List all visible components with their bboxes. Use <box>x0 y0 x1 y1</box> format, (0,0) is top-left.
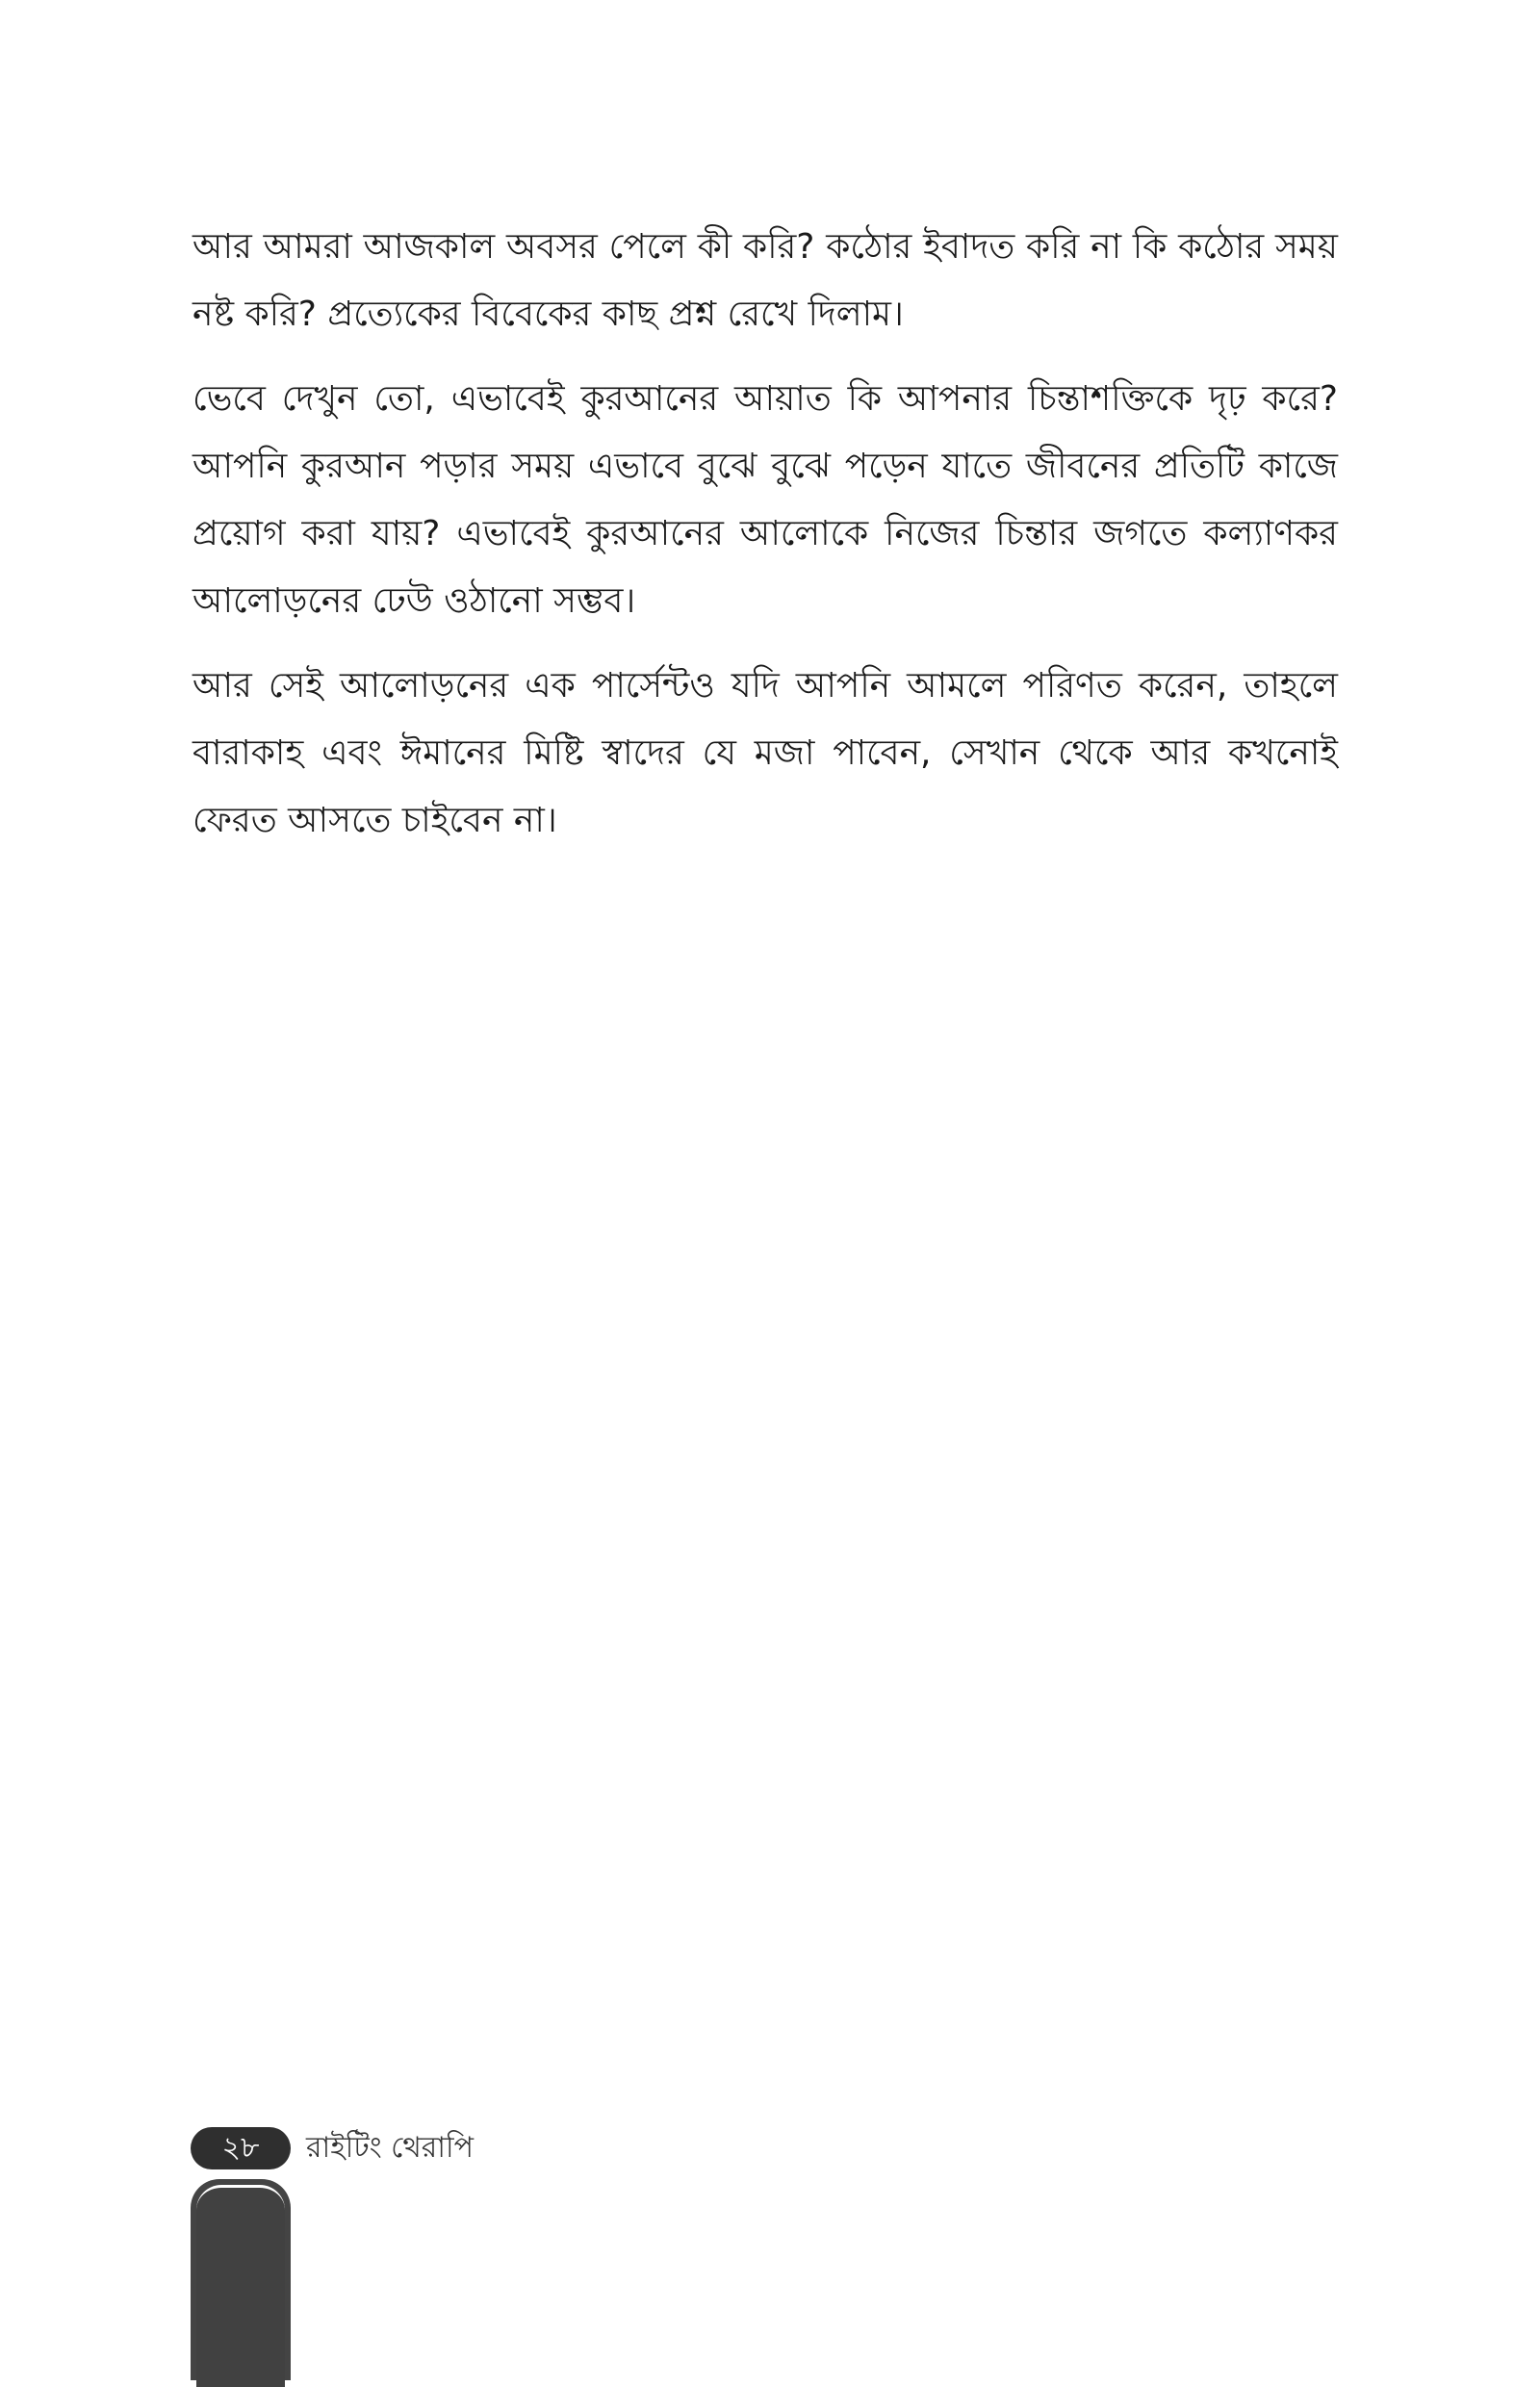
page-tab-bar <box>191 2179 291 2380</box>
page-tab-bar-inner <box>196 2185 285 2387</box>
page-tab <box>191 2125 291 2380</box>
page-number: ২৮ <box>191 2127 291 2169</box>
page-footer <box>191 2125 595 2380</box>
paragraph-2: ভেবে দেখুন তো, এভাবেই কুরআনের আয়াত কি আপনার চিন্তাশক্তিকে দৃঢ় করে? আপনি কুরআন পড়ার সময় এভাবে বুঝে বুঝে পড়েন যাতে জীবনের প্রতিটি কাজে প্রয়োগ করা যায়? এভাবেই কুরআনের আলোকে নিজের চিন্তার জগতে কল্যাণকর আলোড়নের ঢেউ ওঠানো সম্ভব। <box>192 379 1338 621</box>
paragraph-3: আর সেই আলোড়নের এক পার্সেন্টও যদি আপনি আমলে পরিণত করেন, তাহলে বারাকাহ এবং ঈমানের মিষ্টি স্বাদের যে মজা পাবেন, সেখান থেকে আর কখনোই ফেরত আসতে চাইবেন না। <box>192 666 1338 840</box>
paragraph-1: আর আমরা আজকাল অবসর পেলে কী করি? কঠোর ইবাদত করি না কি কঠোর সময় নষ্ট করি? প্রত্যেকের বিবেকের কাছ প্রশ্ন রেখে দিলাম। <box>192 227 1338 334</box>
body-text <box>192 214 1338 872</box>
running-title: রাইটিং থেরাপি <box>306 2131 474 2165</box>
